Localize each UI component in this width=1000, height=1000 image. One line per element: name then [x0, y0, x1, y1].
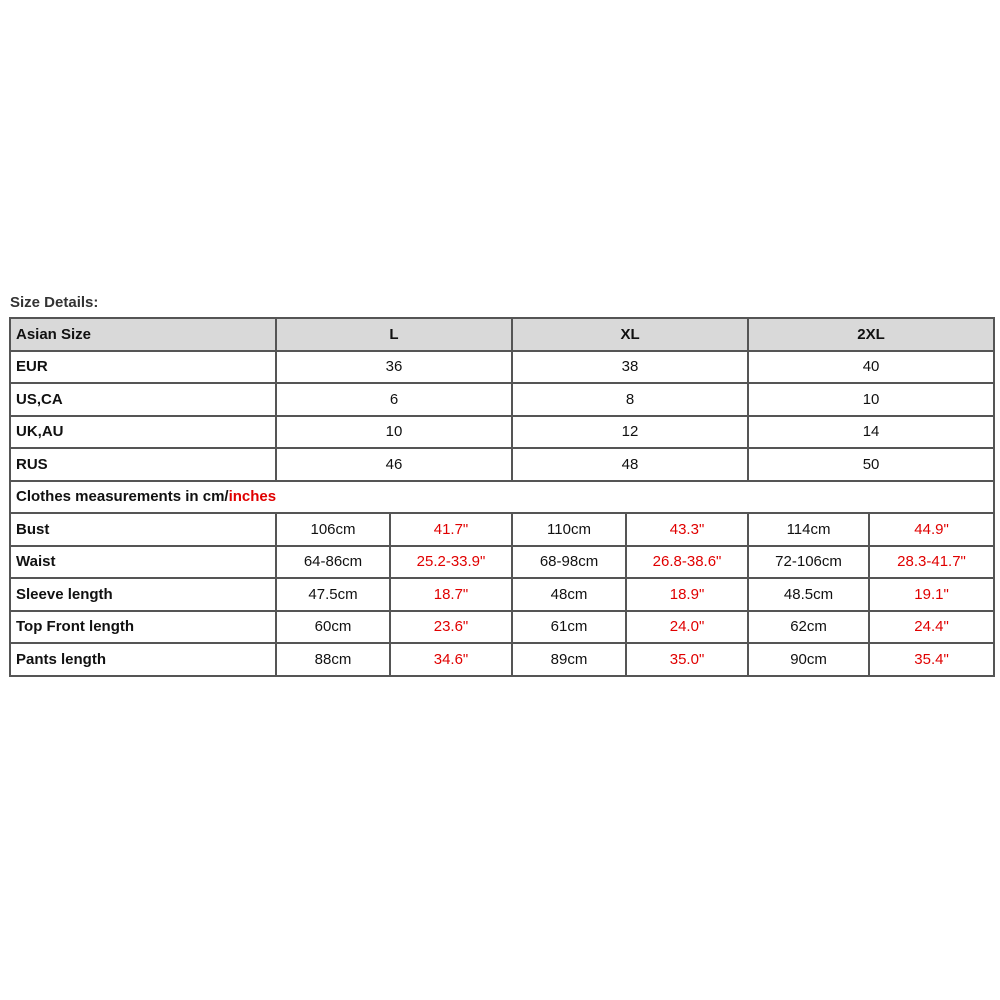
cm-value: 89cm [512, 643, 626, 676]
cm-value: 64-86cm [276, 546, 390, 579]
row-label: Waist [10, 546, 276, 579]
size-col-2xl: 2XL [748, 318, 994, 351]
cm-value: 88cm [276, 643, 390, 676]
size-value: 10 [748, 383, 994, 416]
inch-value: 18.7" [390, 578, 512, 611]
cm-value: 60cm [276, 611, 390, 644]
row-label: UK,AU [10, 416, 276, 449]
inch-value: 19.1" [869, 578, 994, 611]
row-label: US,CA [10, 383, 276, 416]
cm-value: 68-98cm [512, 546, 626, 579]
measurements-heading-inches: inches [228, 488, 277, 506]
row-label: Sleeve length [10, 578, 276, 611]
size-row-rus [10, 448, 994, 481]
row-label: RUS [10, 448, 276, 481]
inch-value: 23.6" [390, 611, 512, 644]
cm-value: 110cm [512, 513, 626, 546]
size-row-eur [10, 351, 994, 384]
cm-value: 72-106cm [748, 546, 869, 579]
cm-value: 48cm [512, 578, 626, 611]
measure-row-bust [10, 513, 994, 546]
inch-value: 24.4" [869, 611, 994, 644]
cm-value: 90cm [748, 643, 869, 676]
inch-value: 18.9" [626, 578, 748, 611]
measure-row-sleeve-length [10, 578, 994, 611]
size-value: 50 [748, 448, 994, 481]
size-row-us-ca [10, 383, 994, 416]
size-value: 6 [276, 383, 512, 416]
size-value: 46 [276, 448, 512, 481]
measure-row-waist [10, 546, 994, 579]
inch-value: 44.9" [869, 513, 994, 546]
size-row-uk-au [10, 416, 994, 449]
cm-value: 47.5cm [276, 578, 390, 611]
header-label: Asian Size [10, 318, 276, 351]
size-value: 10 [276, 416, 512, 449]
size-value: 38 [512, 351, 748, 384]
size-details-title: Size Details: [10, 294, 99, 311]
cm-value: 106cm [276, 513, 390, 546]
size-value: 8 [512, 383, 748, 416]
row-label: Pants length [10, 643, 276, 676]
cm-value: 48.5cm [748, 578, 869, 611]
size-value: 14 [748, 416, 994, 449]
size-value: 12 [512, 416, 748, 449]
inch-value: 24.0" [626, 611, 748, 644]
measurements-heading [10, 481, 994, 514]
row-label: EUR [10, 351, 276, 384]
inch-value: 25.2-33.9" [390, 546, 512, 579]
inch-value: 41.7" [390, 513, 512, 546]
inch-value: 26.8-38.6" [626, 546, 748, 579]
inch-value: 35.4" [869, 643, 994, 676]
size-value: 40 [748, 351, 994, 384]
size-value: 48 [512, 448, 748, 481]
row-label: Top Front length [10, 611, 276, 644]
row-label: Bust [10, 513, 276, 546]
measurements-heading-row [10, 481, 994, 514]
inch-value: 34.6" [390, 643, 512, 676]
cm-value: 62cm [748, 611, 869, 644]
size-value: 36 [276, 351, 512, 384]
measure-row-pants-length [10, 643, 994, 676]
size-col-l: L [276, 318, 512, 351]
cm-value: 114cm [748, 513, 869, 546]
size-chart-table [9, 317, 995, 677]
measurements-heading-prefix: Clothes measurements in cm/ [16, 488, 229, 506]
size-header-row [10, 318, 994, 351]
measure-row-top-front-length [10, 611, 994, 644]
size-col-xl: XL [512, 318, 748, 351]
inch-value: 35.0" [626, 643, 748, 676]
cm-value: 61cm [512, 611, 626, 644]
inch-value: 43.3" [626, 513, 748, 546]
inch-value: 28.3-41.7" [869, 546, 994, 579]
